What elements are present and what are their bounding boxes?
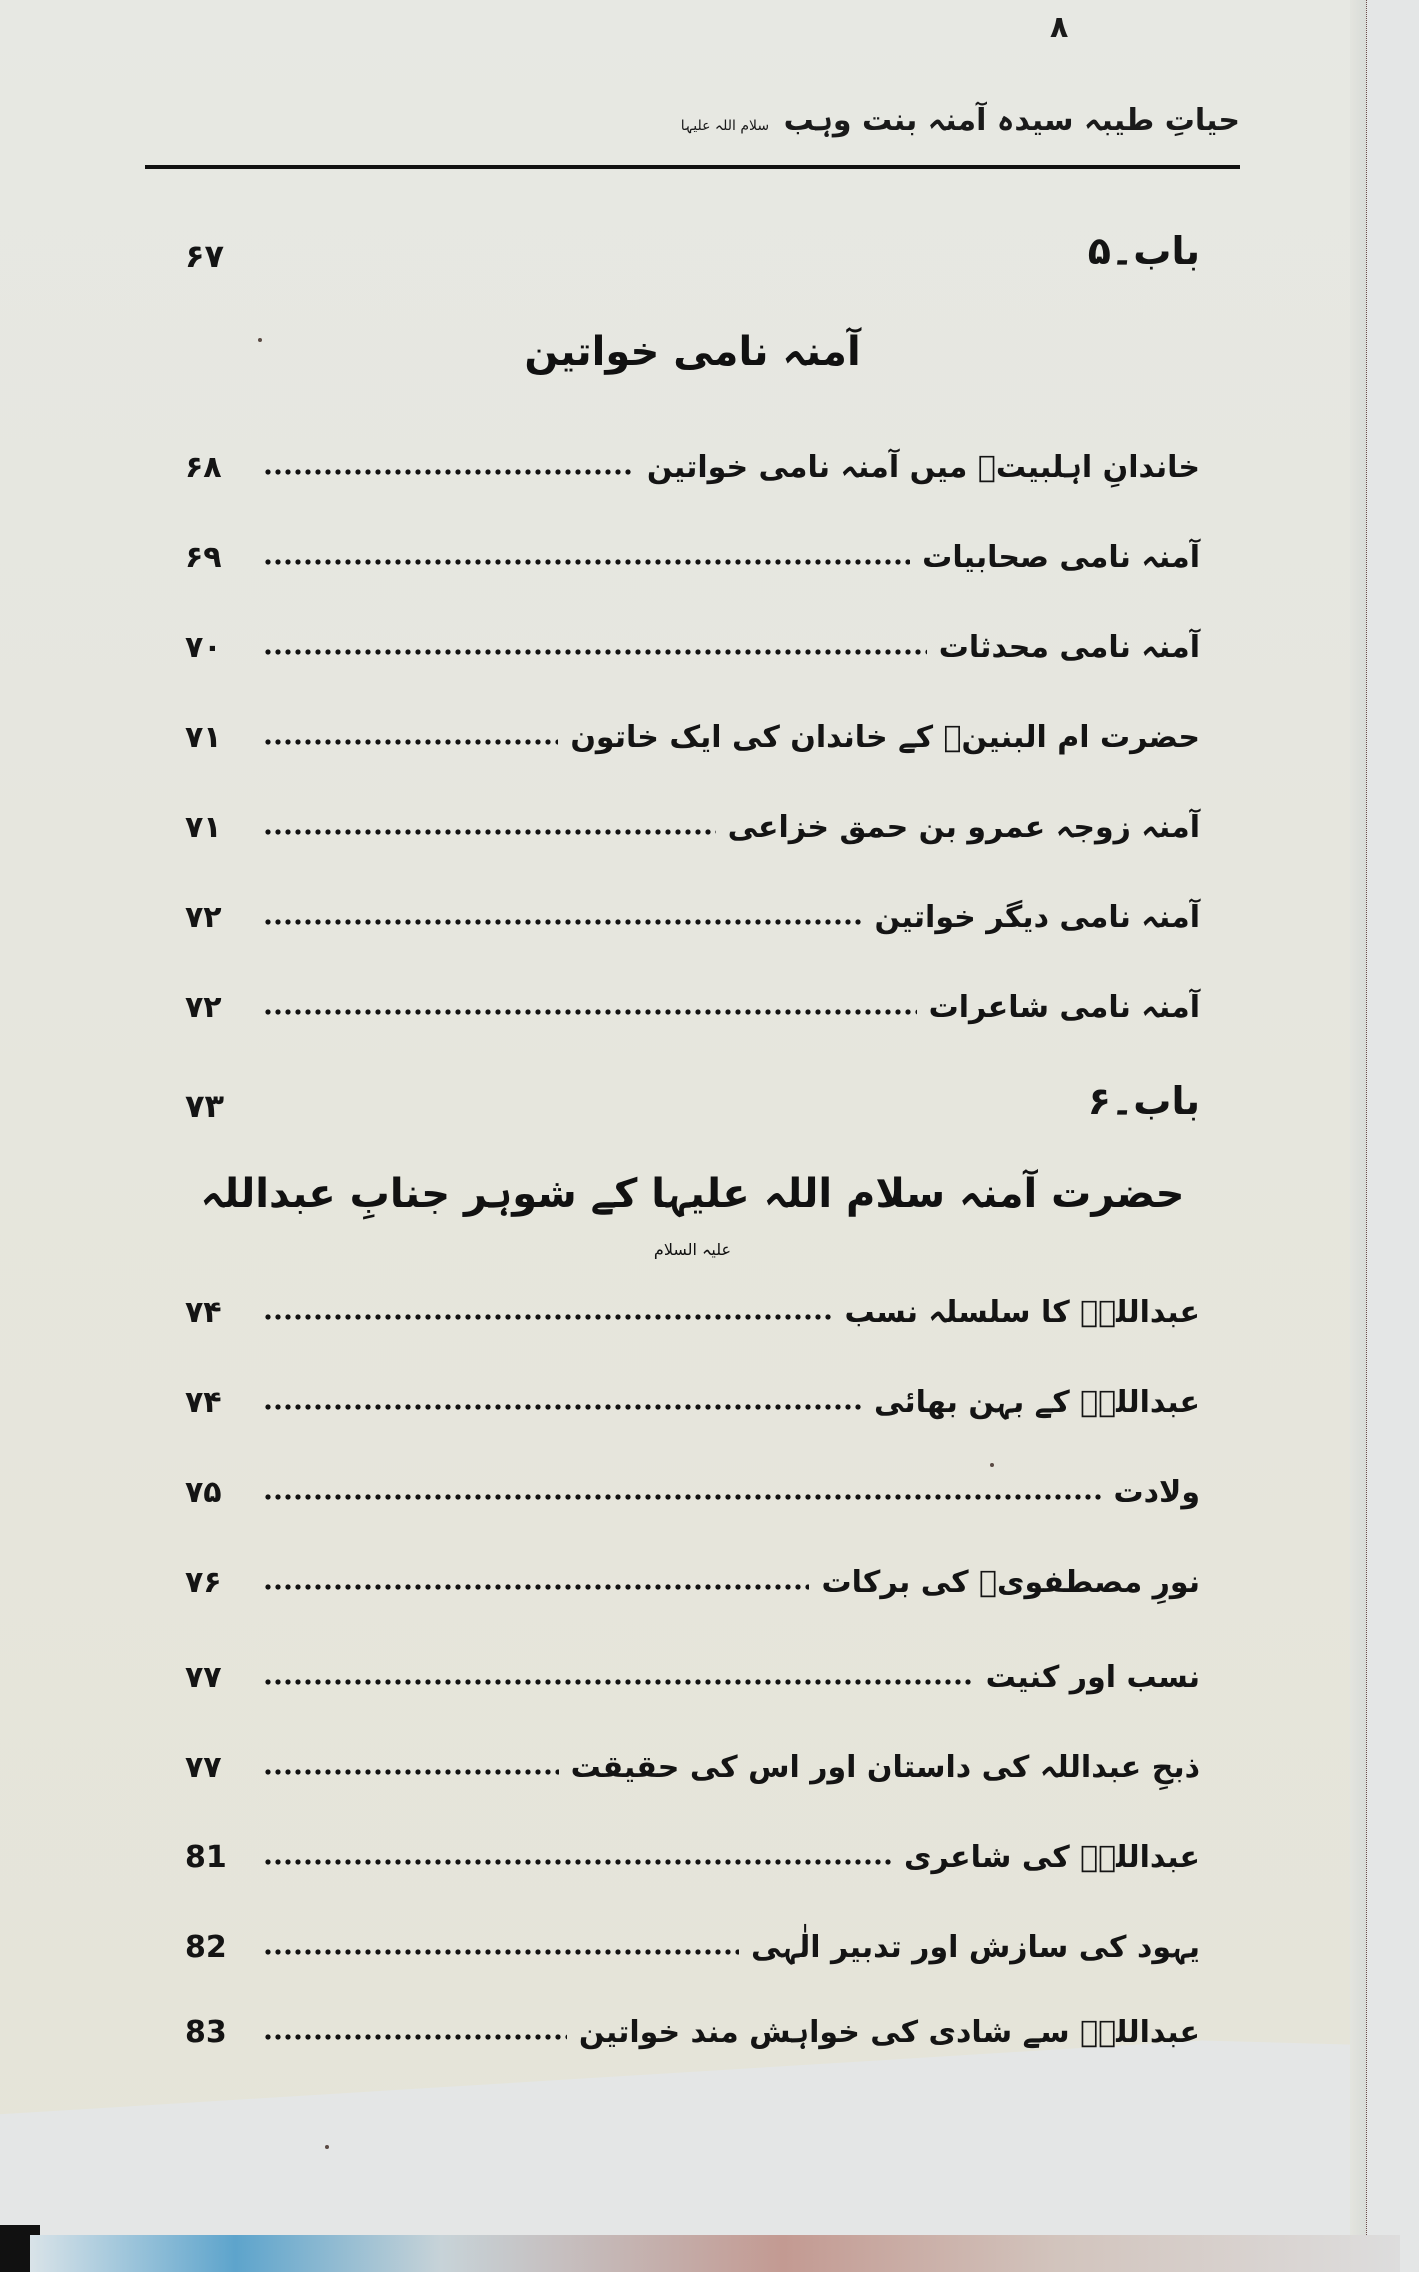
toc-entry[interactable] (185, 430, 1200, 486)
chapter-title-honorific: علیہ السلام (653, 1240, 732, 1259)
toc-entry-label: عبداللہؑ سے شادی کی خواہش مند خواتین (578, 2015, 1200, 2050)
toc-entry-label: آمنہ نامی صحابیات (922, 540, 1200, 575)
chapter-label: باب۔۵ (1087, 229, 1200, 274)
dot-leader (263, 1948, 739, 1956)
toc-entry-page: ۷۴ (185, 1385, 222, 1420)
dot-leader (263, 1678, 974, 1686)
book-title-text: حیاتِ طیبہ سیدہ آمنہ بنت وہب (783, 103, 1240, 138)
toc-entry-label: ولادت (1113, 1475, 1200, 1510)
dot-leader (263, 1008, 917, 1016)
toc-entry[interactable] (185, 970, 1200, 1026)
toc-entry[interactable] (185, 1640, 1200, 1696)
dot-leader (263, 1403, 862, 1411)
toc-entry[interactable] (185, 700, 1200, 756)
toc-entry-label: ذبحِ عبداللہ کی داستان اور اس کی حقیقت (570, 1750, 1200, 1785)
toc-entry-label: یہود کی سازش اور تدبیر الٰہی (751, 1930, 1200, 1965)
chapter-title-5: آمنہ نامی خواتین (524, 329, 861, 375)
scan-speck (990, 1463, 994, 1467)
toc-entry-label: خاندانِ اہلبیتؑ میں آمنہ نامی خواتین (646, 450, 1200, 485)
chapter-title-text: حضرت آمنہ سلام اللہ علیہا کے شوہر جنابِ عبداللہ (200, 1171, 1185, 1217)
toc-entry-label: نورِ مصطفویؐ کی برکات (821, 1565, 1200, 1600)
toc-entry-page: ۷۷ (185, 1750, 222, 1785)
toc-entry-label: عبداللہؑ کا سلسلہ نسب (844, 1295, 1200, 1330)
dot-leader (263, 1493, 1101, 1501)
toc-entry-label: نسب اور کنیت (985, 1660, 1200, 1695)
page-binding-edge (1350, 0, 1367, 2235)
dot-leader (263, 738, 558, 746)
toc-entry-label: حضرت ام البنینؑ کے خاندان کی ایک خاتون (570, 720, 1200, 755)
toc-entry-page: ۷۶ (185, 1565, 222, 1600)
page-number: ۸ (1050, 10, 1069, 45)
toc-entry-page: 81 (185, 1840, 227, 1875)
dot-leader (263, 468, 635, 476)
dot-leader (263, 1583, 809, 1591)
toc-entry-page: ۷۰ (185, 630, 222, 665)
toc-entry-label: عبداللہؑ کے بہن بھائی (873, 1385, 1200, 1420)
toc-entry[interactable] (185, 1820, 1200, 1876)
chapter-heading-5[interactable] (185, 215, 1200, 275)
dot-leader (263, 2033, 567, 2041)
toc-entry[interactable] (185, 1730, 1200, 1786)
dot-leader (263, 1858, 892, 1866)
toc-entry-label: آمنہ نامی محدثات (938, 630, 1200, 665)
dot-leader (263, 1313, 832, 1321)
toc-entry-page: ۷۴ (185, 1295, 222, 1330)
toc-entry[interactable] (185, 610, 1200, 666)
dot-leader (263, 648, 927, 656)
toc-entry[interactable] (185, 880, 1200, 936)
toc-entry[interactable] (185, 1910, 1200, 1966)
book-title (681, 103, 1240, 138)
toc-entry-page: ۷۱ (185, 810, 222, 845)
header-divider (145, 165, 1240, 169)
chapter-page-number: ۷۳ (185, 1086, 225, 1125)
book-cover-edge (30, 2235, 1400, 2272)
toc-entry[interactable] (185, 1365, 1200, 1421)
dot-leader (263, 828, 716, 836)
toc-entry[interactable] (185, 1455, 1200, 1511)
dot-leader (263, 918, 863, 926)
book-title-honorific: سلام اللہ علیہا (680, 118, 770, 134)
toc-entry-label: آمنہ نامی شاعرات (928, 990, 1200, 1025)
toc-entry[interactable] (185, 520, 1200, 576)
toc-entry-label: عبداللہؑ کی شاعری (904, 1840, 1200, 1875)
chapter-label: باب۔۶ (1087, 1079, 1200, 1124)
toc-entry[interactable] (185, 1995, 1200, 2051)
chapter-page-number: ۶۷ (185, 236, 225, 275)
toc-entry-page: ۷۲ (185, 900, 222, 935)
toc-entry-page: ۶۹ (185, 540, 222, 575)
running-header (150, 95, 1240, 155)
scan-speck (325, 2145, 329, 2149)
toc-entry[interactable] (185, 790, 1200, 846)
toc-entry-label: آمنہ زوجہ عمرو بن حمق خزاعی (727, 810, 1200, 845)
dot-leader (263, 558, 910, 566)
toc-entry-page: ۷۷ (185, 1660, 222, 1695)
chapter-heading-6[interactable] (185, 1065, 1200, 1125)
toc-entry-label: آمنہ نامی دیگر خواتین (874, 900, 1200, 935)
toc-entry-page: ۷۲ (185, 990, 222, 1025)
toc-entry[interactable] (185, 1545, 1200, 1601)
toc-entry-page: ۷۵ (185, 1475, 222, 1510)
chapter-title-6 (185, 1170, 1200, 1266)
toc-entry[interactable] (185, 1275, 1200, 1331)
toc-entry-page: ۶۸ (185, 450, 222, 485)
toc-entry-page: 83 (185, 2015, 227, 2050)
dot-leader (263, 1768, 559, 1776)
toc-entry-page: ۷۱ (185, 720, 222, 755)
toc-entry-page: 82 (185, 1930, 227, 1965)
scan-speck (258, 338, 262, 342)
